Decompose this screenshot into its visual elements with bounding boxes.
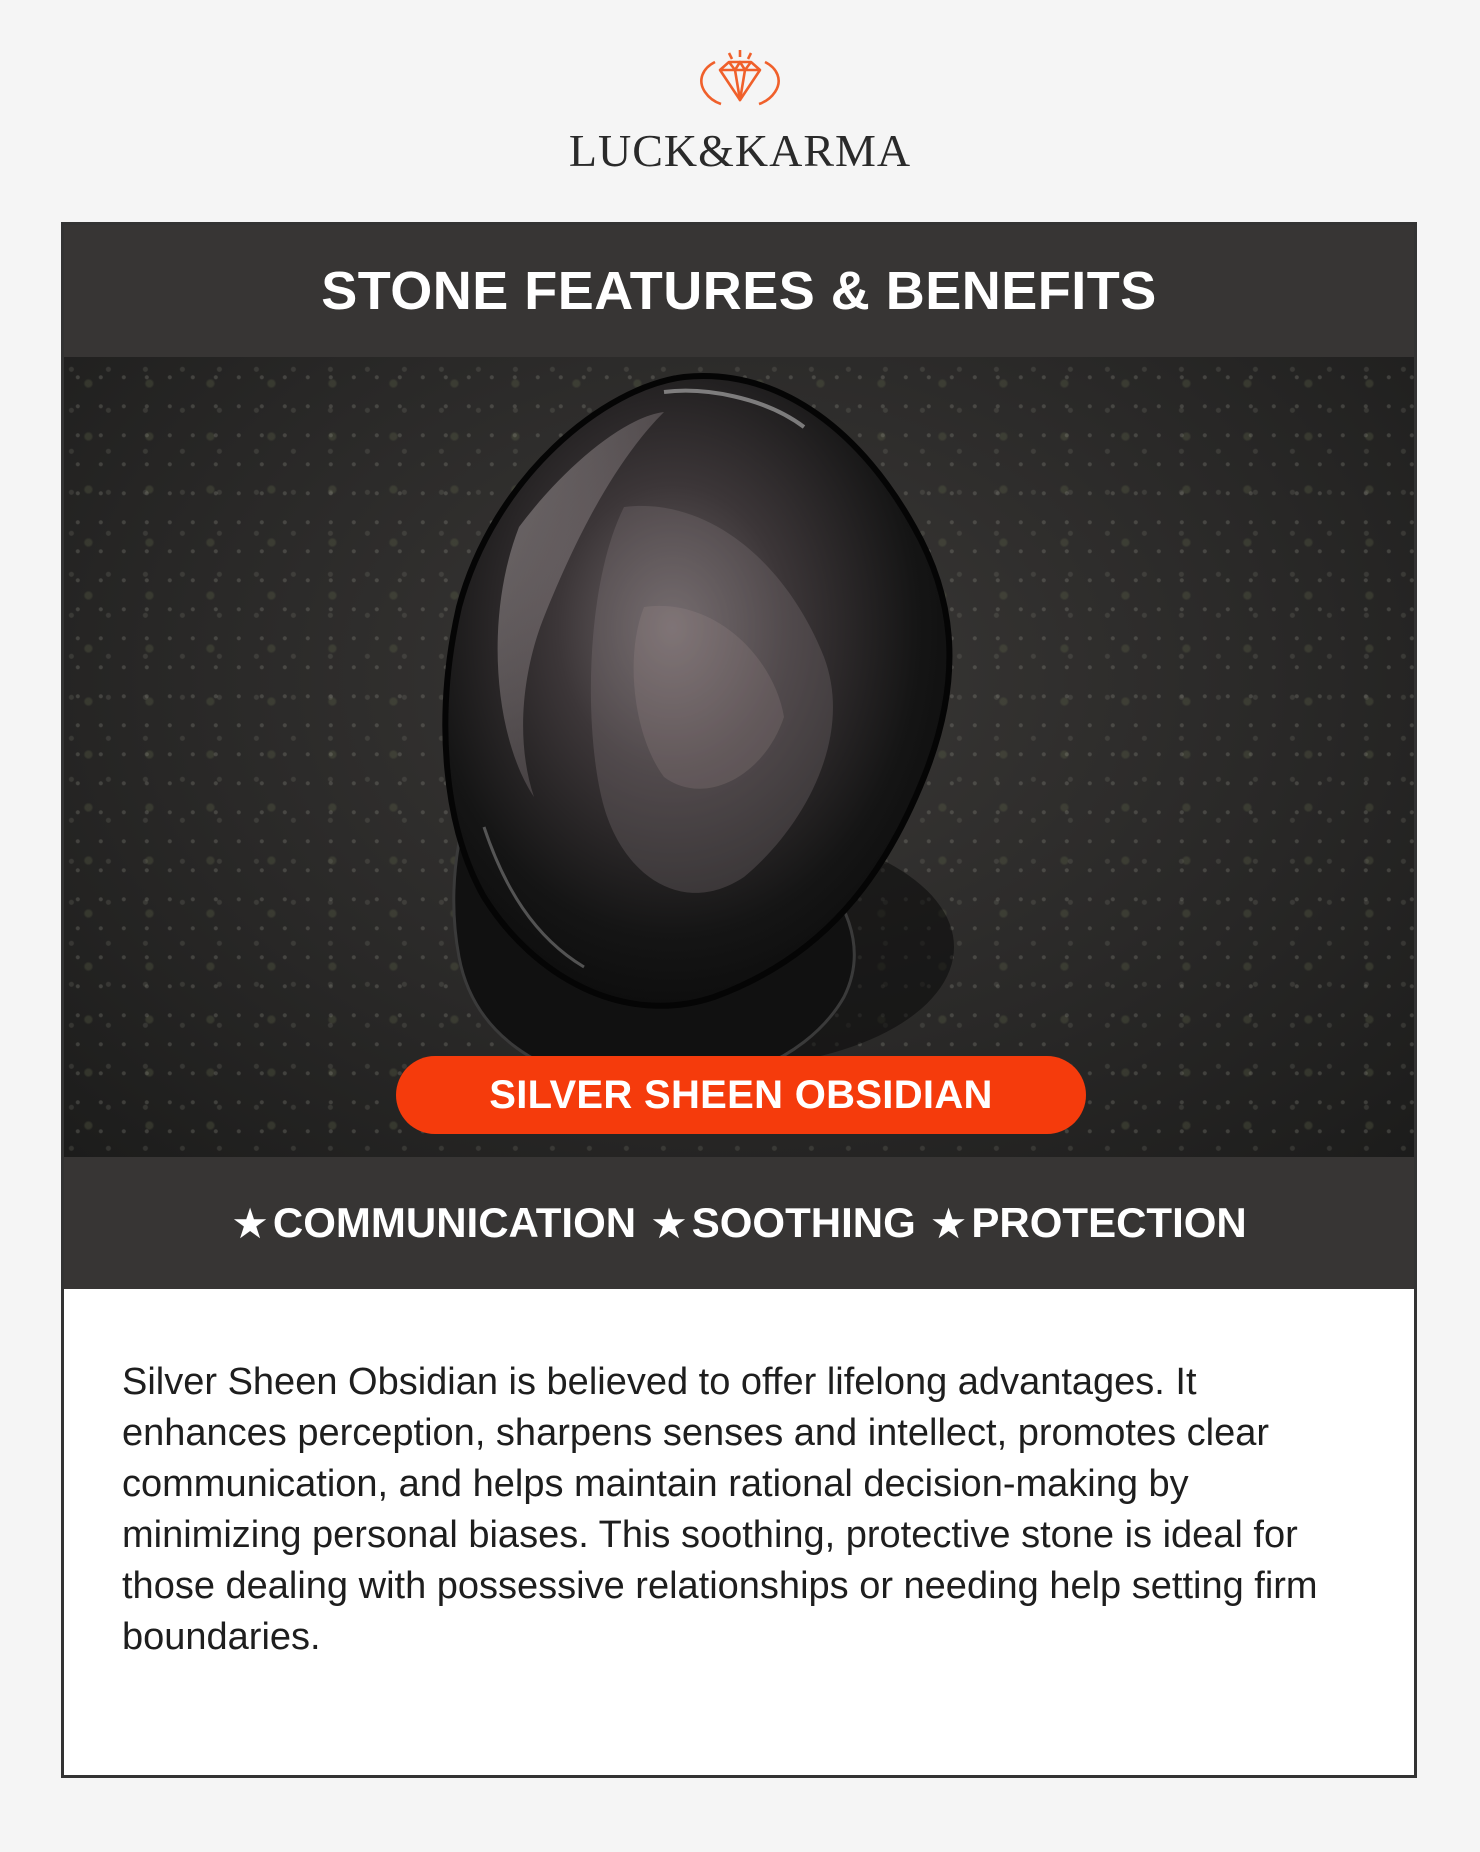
star-icon: ★: [929, 1199, 968, 1247]
benefits-bar: [64, 1157, 1414, 1289]
benefit-label: SOOTHING: [691, 1199, 916, 1246]
stone-name-badge: SILVER SHEEN OBSIDIAN: [396, 1056, 1086, 1134]
benefit-label: PROTECTION: [971, 1199, 1247, 1246]
brand-logo: [0, 48, 1480, 177]
benefit-soothing: [650, 1199, 916, 1248]
obsidian-stone-image: [64, 357, 1414, 1157]
brand-name: LUCK&KARMA: [568, 125, 912, 176]
diamond-logo-icon: [685, 48, 795, 114]
star-icon: ★: [231, 1199, 269, 1247]
stone-description: Silver Sheen Obsidian is believed to offer lifelong advantages. It enhances perception, sharpens senses and intellect, promotes clear communication, and helps maintain rational decision-making by minimizing personal biases. This soothing, protective stone is ideal for those dealing with possessive relationships or needing help setting firm boundaries.: [122, 1361, 1318, 1658]
star-icon: ★: [650, 1199, 688, 1247]
benefit-label: COMMUNICATION: [272, 1199, 637, 1246]
benefit-protection: [930, 1199, 1247, 1248]
card-header-title: STONE FEATURES & BENEFITS: [64, 225, 1414, 357]
stone-card: [61, 222, 1417, 1778]
benefit-communication: [231, 1199, 636, 1248]
stone-photo: [64, 357, 1414, 1157]
